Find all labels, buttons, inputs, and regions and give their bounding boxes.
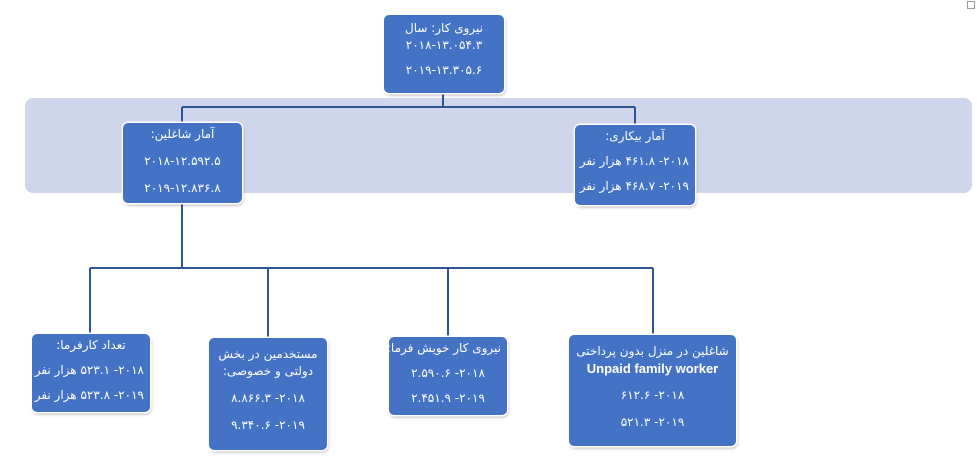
public-private-2018: ۲۰۱۸- ۸.۸۶۶.۳ bbox=[231, 391, 305, 405]
node-unemployed bbox=[575, 125, 695, 205]
unemployed-title: آمار بیکاری: bbox=[605, 129, 665, 143]
public-private-2019: ۲۰۱۹- ۹.۳۴۰.۶ bbox=[231, 418, 305, 432]
self-employed-title: نیروی کار خویش فرما: bbox=[386, 341, 501, 355]
public-private-title-line2: دولتی و خصوصی: bbox=[222, 364, 314, 378]
public-private-title-line1: مستخدمین در بخش bbox=[218, 347, 318, 361]
self-employed-2018: ۲۰۱۸- ۲.۵۹۰.۶ bbox=[411, 366, 485, 380]
employers-title: تعداد کارفرما: bbox=[56, 338, 126, 352]
node-public-private-employees bbox=[209, 338, 327, 450]
employed-2018: ۲۰۱۸-۱۲.۵۹۲.۵ bbox=[144, 154, 221, 168]
node-employers bbox=[32, 334, 150, 412]
unpaid-family-2019: ۲۰۱۹- ۵۲۱.۳ bbox=[620, 415, 685, 429]
unemployed-2018: ۲۰۱۸- ۴۶۱.۸ هزار نفر bbox=[579, 154, 689, 168]
labor-force-title: نیروی کار: سال bbox=[404, 21, 484, 35]
node-unpaid-family-workers bbox=[569, 335, 736, 446]
unpaid-family-title: شاغلین در منزل بدون پرداختی bbox=[576, 344, 729, 358]
labor-force-2018: ۲۰۱۸-۱۳.۰۵۴.۳ bbox=[405, 38, 483, 52]
unpaid-family-title-en: Unpaid family worker bbox=[586, 361, 719, 376]
employers-2018: ۲۰۱۸- ۵۲۳.۱ هزار نفر bbox=[34, 363, 144, 377]
labor-force-2019: ۲۰۱۹-۱۳.۳۰۵.۶ bbox=[405, 63, 483, 77]
employed-title: آمار شاغلین: bbox=[150, 127, 215, 141]
node-self-employed bbox=[386, 337, 507, 415]
node-labor-force bbox=[384, 15, 504, 93]
employed-2019: ۲۰۱۹-۱۲.۸۳۶.۸ bbox=[144, 181, 221, 195]
self-employed-2019: ۲۰۱۹- ۲.۴۵۱.۹ bbox=[411, 391, 485, 405]
resize-handle[interactable] bbox=[967, 1, 975, 9]
unemployed-2019: ۲۰۱۹- ۴۶۸.۷ هزار نفر bbox=[579, 179, 689, 193]
node-employed bbox=[123, 123, 242, 203]
unpaid-family-2018: ۲۰۱۸- ۶۱۲.۶ bbox=[620, 388, 685, 402]
employers-2019: ۲۰۱۹- ۵۲۳.۸ هزار نفر bbox=[34, 388, 144, 402]
